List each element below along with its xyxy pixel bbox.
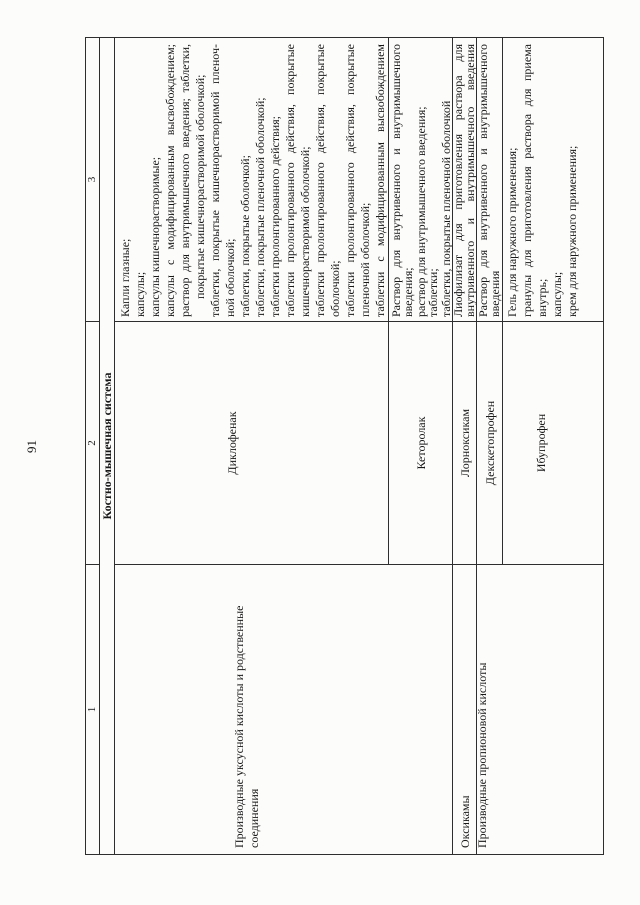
group-cell-oxicams [452,564,477,855]
dosage-form-line: Раствор для внутривенного и внутримышечного [389,44,403,317]
dosage-form-line: введения; [401,267,416,317]
dosage-form-line: раствор для внутримышечного введения; [413,106,428,317]
group-name-line: соединения [247,788,261,848]
dosage-forms-cell-diclofenac [114,37,389,322]
dosage-form-line: таблетки пролонгированного действия; [268,115,282,317]
drug-name: Диклофенак [225,411,239,475]
group-name-line: Производные уксусной кислоты и родственные [232,605,246,848]
dosage-form-line: таблетки, покрытые кишечнорастворимой пленоч- [208,44,222,317]
column-number-3: 3 [85,37,100,322]
dosage-form-line: раствор для внутримышечного введения; таблетки, [178,44,192,317]
dosage-form-line: таблетки пролонгированного действия, покрытые [283,44,297,317]
dosage-form-line: введения [487,270,502,317]
group-cell-propionic-acid-derivatives [476,564,604,855]
dosage-form-line: капсулы; [133,271,147,317]
drug-name: Кеторолак [413,416,428,470]
drug-name: Декскетопрофен [482,400,497,486]
dosage-form-line: Лиофилизат для приготовления раствора для [451,44,465,317]
group-name-line: Оксикамы [457,795,472,848]
drug-name-cell-diclofenac [114,321,389,565]
dosage-forms-cell-lornoxicam [452,37,477,322]
dosage-form-line: внутрь; [535,278,549,317]
dosage-form-line: Раствор для внутривенного и внутримышечного [476,44,490,317]
drug-name-cell-lornoxicam [452,321,477,565]
dosage-form-line: внутривенного и внутримышечного введения [462,44,477,317]
dosage-form-line: крем для наружного применения; [565,145,579,317]
dosage-form-line: кишечнорастворимой оболочкой; [298,146,312,317]
group-name-line: Производные пропионовой кислоты [475,662,489,848]
drug-name-cell-ibuprofen [502,321,604,565]
dosage-form-line: таблетки; [426,268,441,317]
dosage-forms-cell-ketorolac [388,37,453,322]
dosage-form-line: пленочной оболочкой; [358,202,372,317]
dosage-form-line: покрытые кишечнорастворимой оболочкой; [193,74,207,299]
dosage-form-line: гранулы для приготовления раствора для приема [520,44,534,317]
group-cell-acetic-acid-derivatives [114,564,453,855]
column-number-1: 1 [85,564,100,855]
dosage-form-line: капсулы с модифицированным высвобождением; [163,44,177,317]
dosage-form-line: оболочкой; [328,260,342,317]
drug-name: Ибупрофен [534,413,548,473]
dosage-form-line: капсулы; [550,271,564,317]
drug-name: Лорноксикам [457,408,472,478]
dosage-form-line: таблетки пролонгированного действия, покрытые [313,44,327,317]
section-title: Костно-мышечная система [99,37,115,855]
column-number-2: 2 [85,321,100,565]
drug-table [24,38,603,855]
dosage-form-line: таблетки, покрытые пленочной оболочкой [438,100,453,317]
dosage-form-line: таблетки с модифицированным высвобождением [373,44,387,317]
dosage-form-line: ной оболочкой; [223,238,237,317]
dosage-form-line: Гель для наружного применения; [505,147,519,317]
page-number: 91 [24,440,39,453]
dosage-form-line: капсулы кишечнорастворимые; [148,156,162,317]
drug-name-cell-ketorolac [388,321,453,565]
dosage-form-line: таблетки пролонгированного действия, покрытые [343,44,357,317]
dosage-form-line: таблетки, покрытые оболочкой; [238,155,252,317]
drug-name-cell-dexketoprofen [476,321,503,565]
dosage-forms-cell-dexketoprofen [476,37,503,322]
dosage-form-line: Капли глазные; [118,238,132,317]
dosage-forms-cell-ibuprofen [502,37,604,322]
dosage-form-line: таблетки, покрытые пленочной оболочкой; [253,97,267,317]
